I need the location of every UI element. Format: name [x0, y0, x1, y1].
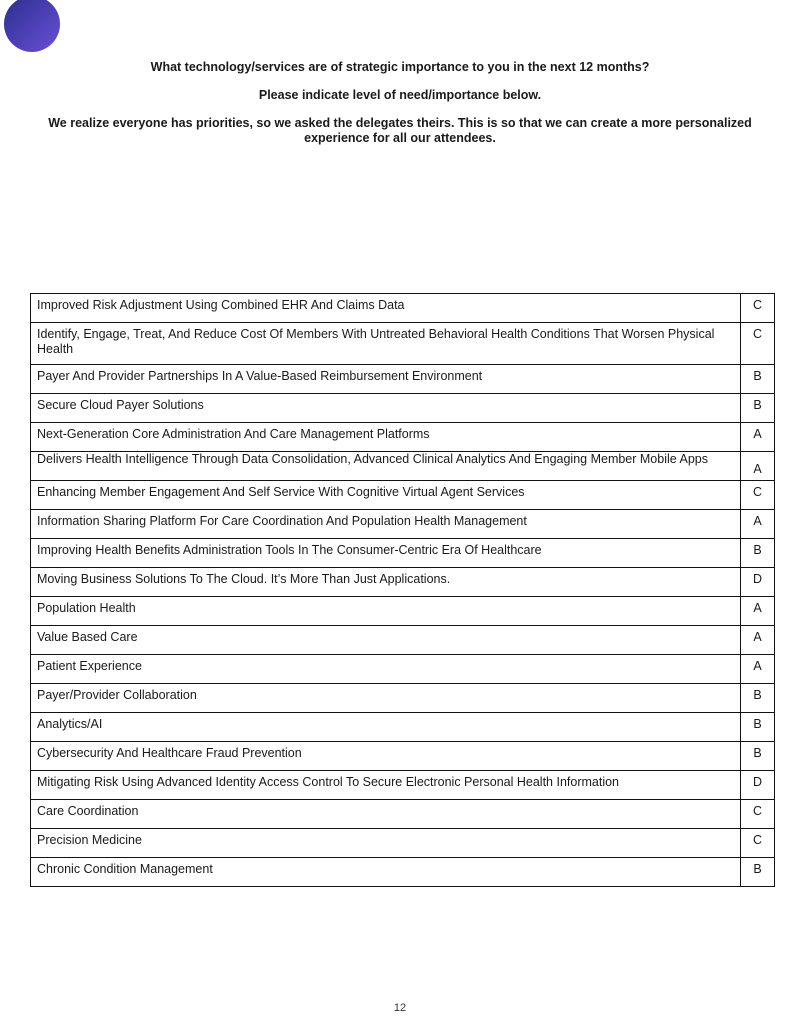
table-cell-item: Information Sharing Platform For Care Coordination And Population Health Management [31, 510, 741, 539]
table-cell-item: Moving Business Solutions To The Cloud. It’s More Than Just Applications. [31, 568, 741, 597]
table-cell-item: Value Based Care [31, 626, 741, 655]
table-row [31, 829, 775, 858]
table-cell-rating: B [741, 539, 775, 568]
table-cell-rating: C [741, 829, 775, 858]
table-row [31, 510, 775, 539]
table-row [31, 713, 775, 742]
table-row [31, 452, 775, 481]
table-cell-item: Cybersecurity And Healthcare Fraud Prevention [31, 742, 741, 771]
table-cell-rating: B [741, 742, 775, 771]
table-cell-rating: A [741, 510, 775, 539]
table-cell-rating: A [741, 626, 775, 655]
instruction-text: Please indicate level of need/importance below. [258, 88, 542, 102]
table-cell-item: Next-Generation Core Administration And Care Management Platforms [31, 423, 741, 452]
table-cell-rating: C [741, 294, 775, 323]
table-cell-rating: A [741, 597, 775, 626]
table-row [31, 323, 775, 365]
brand-logo-icon [0, 0, 62, 54]
table-row [31, 568, 775, 597]
table-cell-rating: A [741, 423, 775, 452]
table-row [31, 771, 775, 800]
table-row [31, 800, 775, 829]
table-cell-rating: A [741, 452, 775, 481]
table-cell-rating: C [741, 481, 775, 510]
table-cell-rating: C [741, 323, 775, 365]
table-cell-item: Care Coordination [31, 800, 741, 829]
table-cell-item: Patient Experience [31, 655, 741, 684]
table-row [31, 423, 775, 452]
table-cell-item: Secure Cloud Payer Solutions [31, 394, 741, 423]
table-row [31, 742, 775, 771]
table-row [31, 539, 775, 568]
table-cell-rating: B [741, 713, 775, 742]
table-cell-item: Precision Medicine [31, 829, 741, 858]
note-text: We realize everyone has priorities, so we asked the delegates theirs. This is so that we can create a more personalized experience for all our attendees. [48, 116, 752, 145]
table-cell-item: Payer And Provider Partnerships In A Value-Based Reimbursement Environment [31, 365, 741, 394]
table-cell-rating: B [741, 394, 775, 423]
table-row [31, 365, 775, 394]
intro-section [30, 60, 770, 159]
table-cell-item: Analytics/AI [31, 713, 741, 742]
table-cell-rating: D [741, 568, 775, 597]
priority-table [30, 293, 775, 887]
table-row [31, 481, 775, 510]
table-row [31, 294, 775, 323]
table-cell-item: Delivers Health Intelligence Through Data Consolidation, Advanced Clinical Analytics And Engaging Member Mobile Apps [31, 452, 741, 481]
table-cell-item: Payer/Provider Collaboration [31, 684, 741, 713]
page-number: 12 [393, 1002, 407, 1014]
table-cell-rating: B [741, 684, 775, 713]
question-heading: What technology/services are of strategic importance to you in the next 12 months? [150, 60, 650, 74]
table-cell-item: Mitigating Risk Using Advanced Identity Access Control To Secure Electronic Personal Health Information [31, 771, 741, 800]
table-cell-rating: C [741, 800, 775, 829]
table-row [31, 394, 775, 423]
table-cell-item: Improved Risk Adjustment Using Combined EHR And Claims Data [31, 294, 741, 323]
table-cell-rating: B [741, 365, 775, 394]
table-row [31, 684, 775, 713]
table-cell-item: Chronic Condition Management [31, 858, 741, 887]
table-cell-rating: B [741, 858, 775, 887]
table-row [31, 858, 775, 887]
table-cell-rating: A [741, 655, 775, 684]
table-row [31, 597, 775, 626]
table-row [31, 626, 775, 655]
table-cell-item: Improving Health Benefits Administration Tools In The Consumer-Centric Era Of Healthcare [31, 539, 741, 568]
table-row [31, 655, 775, 684]
table-cell-item: Population Health [31, 597, 741, 626]
table-cell-rating: D [741, 771, 775, 800]
table-cell-item: Enhancing Member Engagement And Self Service With Cognitive Virtual Agent Services [31, 481, 741, 510]
table-cell-item: Identify, Engage, Treat, And Reduce Cost Of Members With Untreated Behavioral Health Conditions That Worsen Physical Health [31, 323, 741, 365]
